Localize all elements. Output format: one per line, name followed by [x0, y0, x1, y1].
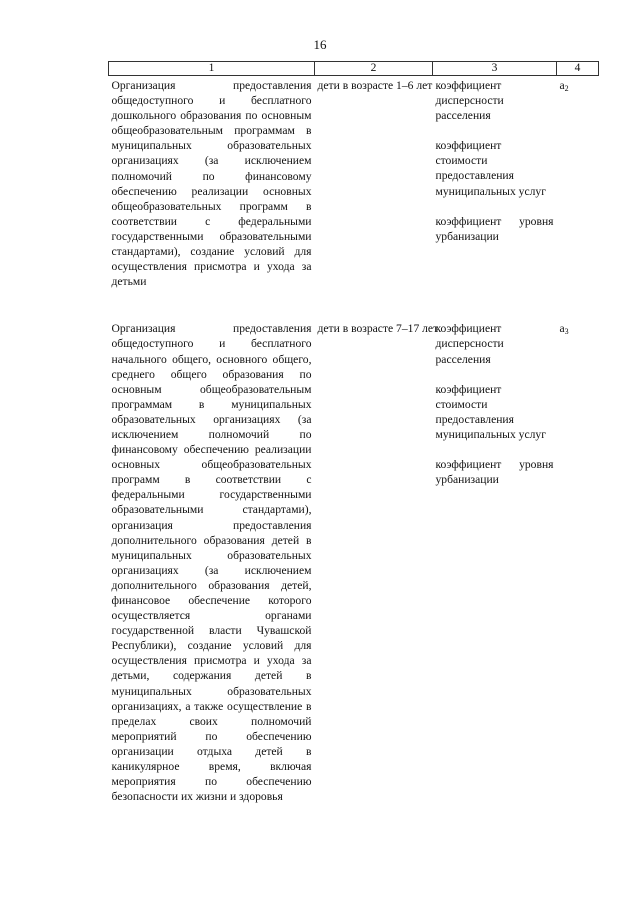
page-number: 16: [313, 37, 327, 52]
power-description: Организация предоставления общедоступного и бесплатного начального общего, основного общего, среднего общего образования по основным общеобразовательным программам в муниципальных образовательных организациях (за исключением полномочий по финансовому обеспечению реализации основных общеобразовательных программ в соответствии с федеральными государственными образовательными стандартами), организация предоставления дополнительного образования детей в муниципальных образовательных организациях (за исключением дополнительного образования детей, финансовое обеспечение которого осуществляется органами государственной власти Чувашской Республики), создание условий для осуществления присмотра и ухода за детьми, содержания детей в муниципальных образовательных организациях, а также осуществление в пределах своих полномочий мероприятий по обеспечению организации отдыха детей в каникулярное время, включая мероприятия по обеспечению безопасности их жизни и здоровья: [111, 322, 312, 804]
table-row: [109, 76, 599, 320]
coefficient-list: [433, 76, 557, 320]
coefficient-symbol: [557, 76, 599, 320]
symbol-subscript: 2: [564, 84, 569, 93]
symbol-subscript: 3: [564, 327, 569, 337]
column-header-4: 4: [557, 62, 599, 76]
symbol-base: a: [559, 322, 565, 336]
coefficient-item: коэффициент стоимости предоставления муниципальных услуг: [435, 139, 546, 198]
coefficient-list: [433, 319, 557, 804]
column-header-3: 3: [433, 62, 557, 76]
recipient-group: дети в возрасте 7–17 лет: [317, 322, 439, 336]
recipient-group: дети в возрасте 1–6 лет: [317, 79, 433, 92]
coefficient-item: коэффициент стоимости предоставления муниципальных услуг: [435, 382, 546, 441]
coefficient-item: коэффициент уровня урбанизации: [435, 214, 554, 243]
power-description: Организация предоставления общедоступного и бесплатного дошкольного образования по основным общеобразовательным программам в муниципальных образовательных организациях (за исключением полномочий по финансовому обеспечению реализации основных общеобразовательных программ в соответствии с федеральными государственными образовательными стандартами), создание условий для осуществления присмотра и ухода за детьми: [111, 79, 312, 289]
table-header-row: [109, 62, 599, 76]
column-header-2: 2: [315, 62, 433, 76]
coefficient-symbol: [557, 319, 599, 804]
symbol-base: a: [559, 79, 565, 92]
coefficient-item: коэффициент дисперсности расселения: [435, 322, 504, 366]
column-header-1: 1: [109, 62, 315, 76]
distribution-table: [108, 61, 599, 804]
table-row: [109, 319, 599, 804]
coefficient-item: коэффициент уровня урбанизации: [435, 457, 554, 487]
coefficient-item: коэффициент дисперсности расселения: [435, 79, 504, 123]
